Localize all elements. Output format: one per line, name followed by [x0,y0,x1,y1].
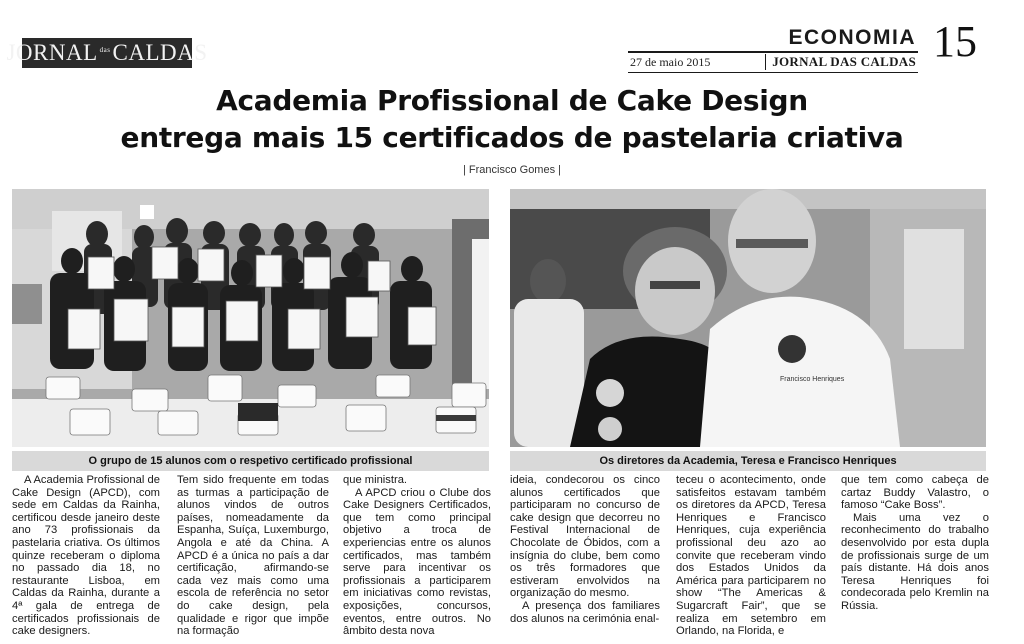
section-divider [628,51,918,53]
section-header [628,26,918,74]
logo-small: das [99,46,111,54]
paragraph: Mais uma vez o reconhecimento do trabalho desenvolvido por esta dupla de profissionais surge de um país distante. Há dois anos Teresa Henriques foi condecorada pelo Kremlin na Rússia. [841,511,989,612]
paragraph: A presença dos familiares dos alunos na cerimónia enal- [510,599,660,625]
page-number: 15 [933,17,977,66]
newspaper-logo [6,38,208,68]
headline-line-1: Academia Profissional de Cake Design [216,84,808,117]
paragraph: A Academia Profissional de Cake Design (APCD), com sede em Caldas da Rainha, certificou desde janeiro deste ano 73 profissionais da pastelaria criativa. Os últimos quinze receberam o diploma no passado dia 18, no restaurante Lisboa, em Caldas da Rainha, durante a 4ª gala de entrega de certificados profissionais de cake designers. [12,474,160,638]
byline: | Francisco Gomes | [462,164,562,176]
paragraph: Tem sido frequente em todas as turmas a participação de alunos vindos de outros países, nomeadamente da Espanha, Suíça, Luxemburgo, Angola e até da China. A APCD é a única no país a dar certificação, afirmando-se cada vez mais como uma escola de referência no setor do cake design, pela qualidade e rigor que impõe na formação [177,474,329,638]
issue-date: 27 de maio 2015 [630,55,711,69]
section-bottom-rule [628,72,918,73]
section-name: ECONOMIA [788,26,916,49]
article-headline [0,82,1024,156]
jacket-embroidery-label: Francisco Henriques [780,376,845,383]
paper-name: JORNAL DAS CALDAS [765,54,916,70]
paragraph: que ministra. [343,474,408,486]
article-column-3 [343,474,491,644]
article-column-6 [841,474,989,644]
article-column-1 [12,474,160,644]
directors-photo-caption: Os diretores da Academia, Teresa e Francisco Henriques [510,451,986,471]
group-photo-caption: O grupo de 15 alunos com o respetivo certificado profissional [12,451,489,471]
logo-tail: CALDAS [112,40,208,65]
paragraph: A APCD criou o Clube dos Cake Designers Certificados, que tem como principal objetivo a troca de experiencias entre os alunos certificados, mas também serve para incentivar os profissionais a participarem em iniciativas como revistas, exposições, concursos, eventos, entre outros. No âmbito desta nova [343,486,491,638]
article-column-2 [177,474,329,644]
paragraph: ideia, condecorou os cinco alunos certificados que participaram no concurso de cake design que decorreu no Festival Internacional de Chocolate de Óbidos, com a insígnia do clube, bem como os três formadores que estiveram envolvidos na organização do mesmo. [510,474,660,600]
paragraph: que tem como cabeça de cartaz Buddy Valastro, o famoso “Cake Boss”. [841,474,989,512]
article-column-4 [510,474,660,644]
article-column-5 [676,474,826,644]
directors-photo [510,189,986,447]
headline-line-2: entrega mais 15 certificados de pastelaria criativa [120,121,904,154]
group-photo [12,189,489,447]
logo-main: JORNAL [6,40,98,65]
paragraph: teceu o acontecimento, onde satisfeitos estavam também os diretores da APCD, Teresa Henriques e Francisco Henriques, cuja experiência profissional deu azo ao convite que receberam vindo dos Estados Unidos da América para participarem no show “The Americas & Sugarcraft Fair”, que se realiza em setembro em Orlando, na Florida, e [676,474,826,638]
